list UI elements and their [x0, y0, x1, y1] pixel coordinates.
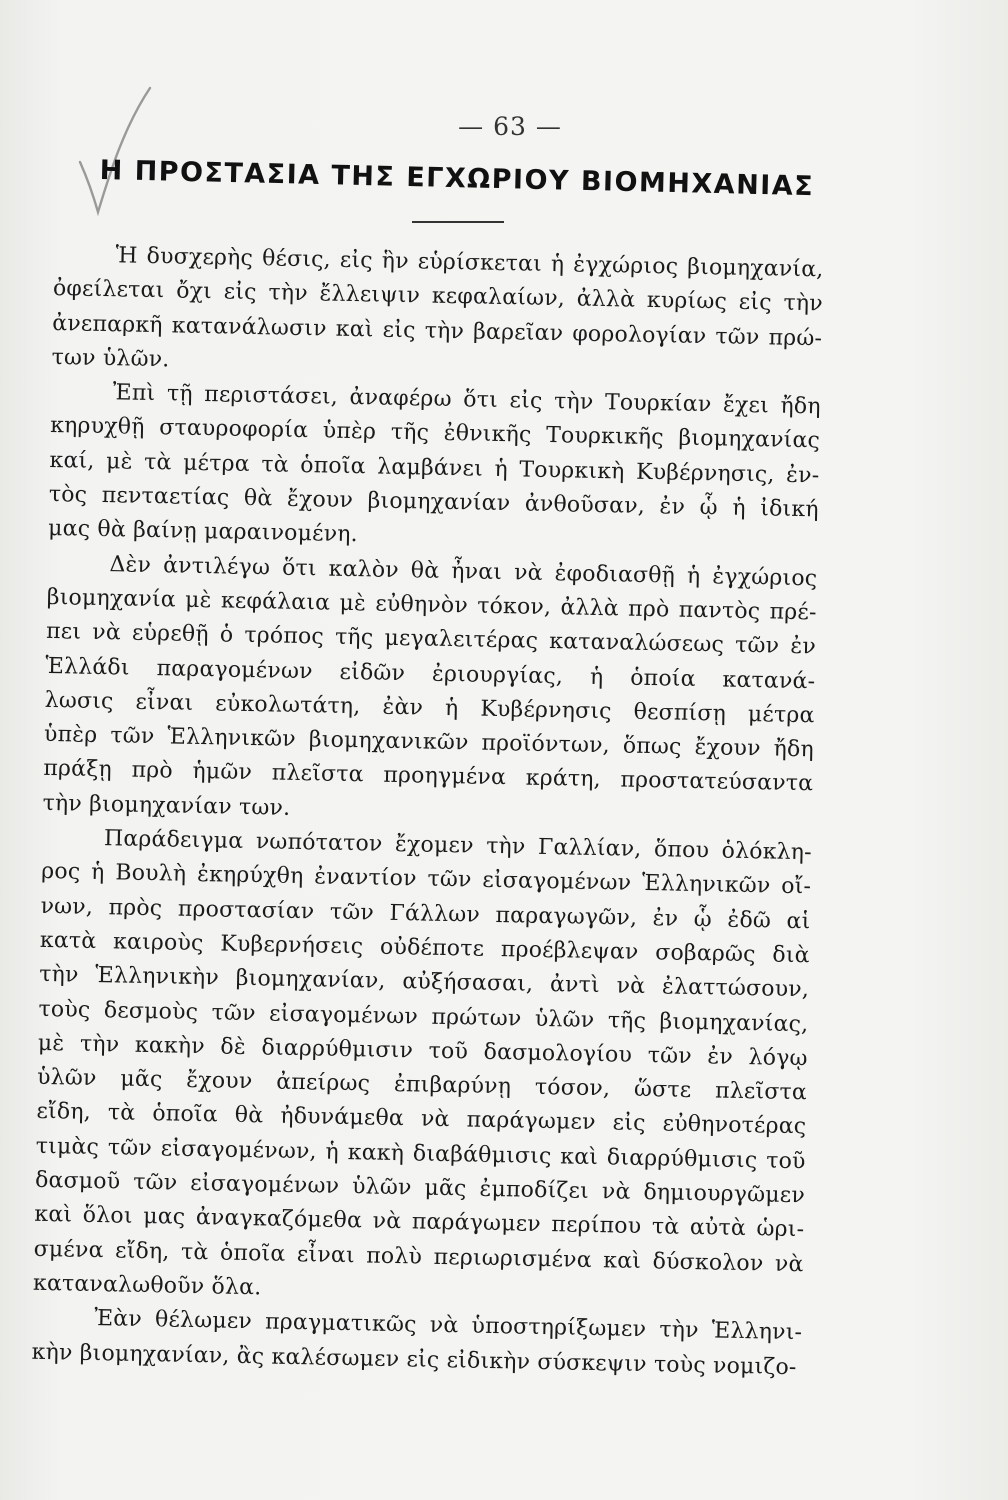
text-line: κὴν βιομηχανίαν, ἂς καλέσωμεν εἰς εἰδικὴν σύσκεψιν τοὺς νομιζο-: [31, 1339, 797, 1380]
text-line: τοὺς δεσμοὺς τῶν εἰσαγομένων πρώτων ὑλῶν τῆς βιομηχανίας,: [38, 996, 809, 1037]
text-line: ὀφείλεται ὄχι εἰς τὴν ἔλλειψιν κεφαλαίων, ἀλλὰ κυρίως εἰς τὴν: [52, 276, 824, 317]
text-line: εἴδη, τὰ ὁποῖα θὰ ἠδυνάμεθα νὰ παράγωμεν εἰς εὐθηνοτέρας: [36, 1099, 807, 1140]
text-line: λωσις εἶναι εὐκολωτάτη, ἐὰν ἡ Κυβέρνησις θεσπίσῃ μέτρα: [44, 687, 815, 729]
text-line: κατὰ καιροὺς Κυβερνήσεις οὐδέποτε προέβλεψαν σοβαρῶς διὰ: [39, 927, 810, 969]
text-line: πει νὰ εὑρεθῇ ὁ τρόπος τῆς μεγαλειτέρας καταναλώσεως τῶν ἐν: [45, 619, 817, 660]
text-line: καταναλωθοῦν ὅλα.: [32, 1270, 262, 1301]
text-line: πράξῃ πρὸ ἡμῶν πλεῖστα προηγμένα κράτη, προστατεύσαντα: [43, 756, 814, 797]
title-underline: [412, 221, 504, 223]
text-line: Ἑλλάδι παραγομένων εἰδῶν ἐριουργίας, ἡ ὁποία κατανά-: [45, 653, 816, 694]
text-line: Ἡ δυσχερὴς θέσις, εἰς ἣν εὑρίσκεται ἡ ἐγχώριος βιομηχανία,: [115, 243, 824, 283]
text-line: μὲ τὴν κακὴν δὲ διαρρύθμισιν τοῦ δασμολογίου τῶν ἐν λόγῳ: [37, 1030, 808, 1072]
text-line: Παράδειγμα νωπότατον ἔχομεν τὴν Γαλλίαν, ὅπου ὁλόκλη-: [103, 826, 813, 866]
text-line: Δὲν ἀντιλέγω ὅτι καλὸν θὰ ἦναι νὰ ἐφοδιασθῇ ἡ ἐγχώριος: [109, 551, 818, 592]
text-line: μας θὰ βαίνῃ μαραινομένη.: [47, 516, 359, 548]
text-line: τὴν βιομηχανίαν των.: [42, 790, 291, 821]
text-line: ἀνεπαρκῆ κατανάλωσιν καὶ εἰς τὴν βαρεῖαν φορολογίαν τῶν πρώ-: [52, 310, 823, 352]
text-line: τιμὰς τῶν εἰσαγομένων, ἡ κακὴ διαβάθμισις καὶ διαρρύθμισις τοῦ: [35, 1133, 806, 1174]
text-line: ὑλῶν μᾶς ἔχουν ἀπείρως ἐπιβαρύνῃ τόσον, ὥστε πλεῖστα: [36, 1064, 808, 1106]
text-line: σμένα εἴδη, τὰ ὁποῖα εἶναι πολὺ περιωρισμένα καὶ δύσκολον νὰ: [33, 1236, 804, 1277]
text-line: τὸς πενταετίας θὰ ἔχουν βιομηχανίαν ἀνθοῦσαν, ἐν ᾧ ἡ ἰδική: [48, 482, 819, 523]
handwritten-check-mark: [78, 70, 168, 220]
text-line: βιομηχανία μὲ κεφάλαια μὲ εὐθηνὸν τόκον, ἀλλὰ πρὸ παντὸς πρέ-: [46, 584, 817, 626]
text-line: ὑπὲρ τῶν Ἑλληνικῶν βιομηχανικῶν προϊόντων, ὅπως ἔχουν ἤδη: [43, 722, 815, 763]
text-line: καὶ ὅλοι μας ἀναγκαζόμεθα νὰ παράγωμεν περίπου τὰ αὐτὰ ὡρι-: [34, 1202, 805, 1243]
text-line: τὴν Ἑλληνικὴν βιομηχανίαν, αὐξήσασαι, ἀντὶ νὰ ἐλαττώσουν,: [38, 962, 810, 1003]
text-line: καί, μὲ τὰ μέτρα τὰ ὁποῖα λαμβάνει ἡ Τουρκικὴ Κυβέρνησις, ἐν-: [49, 447, 820, 489]
text-line: κηρυχθῇ σταυροφορία ὑπὲρ τῆς ἐθνικῆς Τουρκικῆς βιομηχανίας: [49, 413, 821, 454]
text-line: Ἐπὶ τῇ περιστάσει, ἀναφέρω ὅτι εἰς τὴν Τουρκίαν ἔχει ἤδη: [112, 380, 822, 420]
body-text: [31, 238, 824, 1385]
text-line: των ὑλῶν.: [51, 344, 170, 373]
chapter-title: Η ΠΡΟΣΤΑΣΙΑ ΤΗΣ ΕΓΧΩΡΙΟΥ ΒΙΟΜΗΧΑΝΙΑΣ: [99, 155, 815, 203]
text-line: Ἐὰν θέλωμεν πραγματικῶς νὰ ὑποστηρίξωμεν τὴν Ἑλληνι-: [94, 1306, 803, 1346]
text-line: δασμοῦ τῶν εἰσαγομένων ὑλῶν μᾶς ἐμποδίζει νὰ δημιουργῶμεν: [34, 1167, 806, 1209]
page-number: — 63 —: [458, 112, 562, 141]
text-line: νων, πρὸς προστασίαν τῶν Γάλλων παραγωγῶν, ἐν ᾧ ἐδῶ αἱ: [40, 893, 811, 934]
text-line: ρος ἡ Βουλὴ ἐκηρύχθη ἐναντίον τῶν εἰσαγομένων Ἑλληνικῶν οἴ-: [41, 859, 812, 900]
